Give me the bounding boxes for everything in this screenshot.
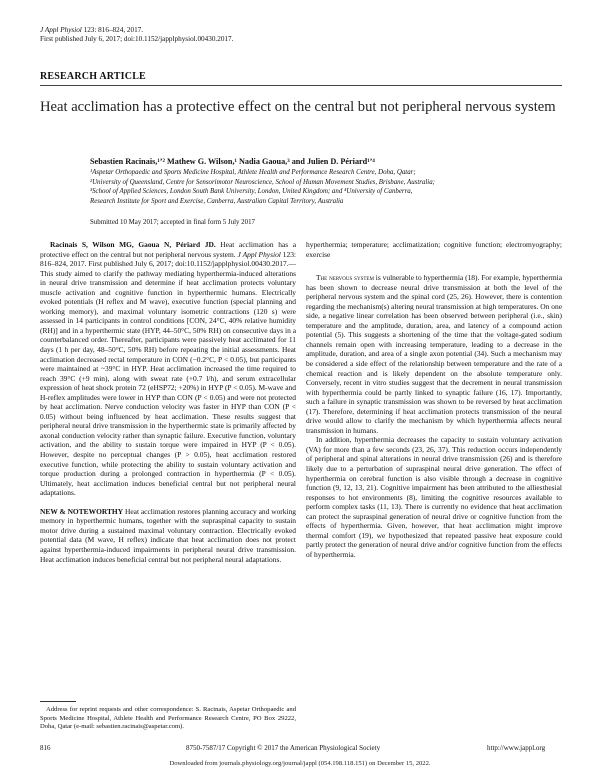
affiliation-line: ²University of Queensland, Centre for Sensorimotor Neuroscience, School of Human Movement Studies, Brisbane, Australia; xyxy=(90,178,435,186)
copyright-line: 8750-7587/17 Copyright © 2017 the American Physiological Society xyxy=(186,744,381,752)
abstract-citation-title: Heat acclimation has a protective effect on the central but not peripheral nervous system. xyxy=(40,240,296,259)
affiliation-line: ¹Aspetar Orthopaedic and Sports Medicine Hospital, Athlete Health and Performance Research Centre, Doha, Qatar; xyxy=(90,169,416,176)
journal-url-link[interactable]: http://www.jappl.org xyxy=(487,744,546,752)
abstract-citation-authors: Racinais S, Wilson MG, Gaoua N, Périard JD. xyxy=(50,240,216,249)
download-notice: Downloaded from journals.physiology.org/journal/jappl (054.198.118.151) on December 15, 2022. xyxy=(169,760,431,767)
author-list: Sebastien Racinais,¹ʼ² Mathew G. Wilson,¹ Nadia Gaoua,³ and Julien D. Périard¹ʼ⁴ xyxy=(90,157,375,166)
article-title: Heat acclimation has a protective effect on the central but not peripheral nervous system xyxy=(40,99,556,115)
journal-name: J Appl Physiol xyxy=(40,26,82,34)
correspondence-text: Address for reprint requests and other correspondence: S. Racinais, Aspetar Orthopaedic and Sports Medicine Hospital, Athlete Health and Performance Research Centre, PO Box 29222, Doha, Qatar (e-mail: sebastien.racinais@aspetar.com). xyxy=(40,706,296,731)
abstract-citation-journal: J Appl Physiol xyxy=(237,249,281,259)
section-divider xyxy=(40,85,562,86)
keywords: hyperthermia; temperature; acclimatization; cognitive function; electromyography; exercise xyxy=(306,240,562,259)
affiliation-line: Research Institute for Sport and Exercise, Canberra, Australian Capital Territory, Australia xyxy=(90,197,344,205)
new-noteworthy-label: NEW & NOTEWORTHY xyxy=(40,506,124,516)
footnote-divider xyxy=(40,701,76,702)
section-label: RESEARCH ARTICLE xyxy=(40,71,146,82)
intro-lead-in: The nervous system xyxy=(316,273,374,283)
intro-paragraph-1 xyxy=(306,273,562,435)
intro-paragraph-2: In addition, hyperthermia decreases the capacity to sustain voluntary activation (VA) for more than a few seconds (23, 26, 37). This reduction occurs independently of peripheral and spinal alterations in neural drive transmission (26) and is therefore likely due to a perturbation of supraspinal neural drive generation. The effect of hyperthermia on cerebral function is also visible through a decrease in cognitive function (9, 12, 13, 21). Cognitive impairment has been attributed to the alliesthesial responses to hot environments (8), limiting the cognitive resources available to perform complex tasks (11, 13). There is currently no evidence that heat acclimation can protect the supraspinal generation of neural drive or cognitive function from the effects of hyperthermia. Given, however, that heat acclimation might improve thermal comfort (19), we hypothesized that repeated passive heat exposure could partly protect the generation of neural drive and/or cognitive function from the effects of hyperthermia. xyxy=(306,435,562,559)
journal-citation-rest: 123: 816–824, 2017. xyxy=(83,26,144,34)
published-line: First published July 6, 2017; doi:10.1152/japplphysiol.00430.2017. xyxy=(40,35,234,43)
affiliation-line: ³School of Applied Sciences, London South Bank University, London, United Kingdom; and ⁴University of Canberra, xyxy=(90,188,413,196)
affiliations xyxy=(90,168,560,206)
correspondence-footnote xyxy=(40,706,296,732)
new-noteworthy-text: Heat acclimation restores planning accuracy and working memory in hyperthermic humans, together with the supraspinal capacity to sustain motor drive during a sustained maximal voluntary contraction. Electrically evoked potential data (M wave, H reflex) indicate that heat acclimation does not protect against hyperthermia-induced impairments in peripheral neural drive transmission. Heat acclimation induces beneficial central but not peripheral neural adaptations. xyxy=(40,506,297,564)
abstract-body: This study aimed to clarify the pathway mediating hyperthermia-induced alterations in neural drive transmission and determine if heat acclimation protects voluntary muscle activation and cognitive function in hyperthermic humans. Electrically evoked potentials (H reflex and M wave), executive function (special planning and working memory), and maximal voluntary isometric contractions (120 s) were assessed in 14 participants in control conditions [CON, 24°C, 40% relative humidity (RH)] and in a hyperthermic state (HYP, 44–50°C, 50% RH) on consecutive days in a counterbalanced order. Thereafter, participants were passively heat acclimated for 11 days (1 h per day, 48–50°C, 50% RH) before repeating the initial assessments. Heat acclimation decreased rectal temperature in CON (−0.2°C, P < 0.05), but participants were maintained at ~39°C in HYP. Heat acclimation increased the time required to reach 39°C (+9 min), along with sweat rate (+0.7 l/h), and serum extracellular expression of heat shock protein 72 (eHSP72; +20%) in HYP (P < 0.05). M-wave and H-reflex amplitudes were lower in HYP than CON (P < 0.05) and were not protected by heat acclimation. Nerve conduction velocity was faster in HYP than CON (P < 0.05) without being influenced by heat acclimation. These results suggest that peripheral neural drive transmission in the hyperthermic state is primarily affected by axonal conduction velocity rather than synaptic failure. Executive function, voluntary activation, and the ability to sustain torque were impaired in HYP (P < 0.05). However, despite no perceptual changes (P > 0.05), heat acclimation restored executive function, while protecting the ability to sustain voluntary activation and torque production during a prolonged contraction in hyperthermia (P < 0.05). Ultimately, heat acclimation induces beneficial central but not peripheral neural adaptations. xyxy=(40,268,296,498)
abstract-citation-rest: 123: 816–824, 2017. First published July 6, 2017; doi:10.1152/japplphysiol.00430.2017.— xyxy=(40,249,296,269)
journal-citation-line xyxy=(40,26,143,35)
new-noteworthy-paragraph xyxy=(40,507,296,564)
submission-dates: Submitted 10 May 2017; accepted in final form 5 July 2017 xyxy=(90,219,255,226)
intro-paragraph-1-text: is vulnerable to hyperthermia (18). For example, hyperthermia has been shown to decrease neural drive transmission at both the level of the peripheral nervous system and the spinal cord (25, 26). However, there is contention regarding the mechanism(s) altering neural transmission at high temperatures. On one side, a negative linear correlation has been observed between peripheral (i.e., skin) temperature and the amplitude, duration, area, and latency of a compound action potential (5). This suggests a shortening of the time that the voltage-gated sodium channels remain open with increasing temperature, leading to a decrease in the amplitude, duration, and area of a single axon potential (34). Such a mechanism may be considered a side effect of the relationship between temperature and the rate of a chemical reaction and is likely dependent on the absolute temperature only. Conversely, recent in vitro studies suggest that the decrement in neural transmission with hyperthermia could be partly linked to synaptic failure (16, 17). Importantly, such a failure in synaptic transmission was shown to be reversed by heat acclimation (17). Therefore, determining if heat acclimation protects transmission of the neural drive would allow to clarify the mechanism by which hyperthermia affects neural transmission in humans. xyxy=(306,273,562,435)
abstract-paragraph xyxy=(40,240,296,498)
right-column xyxy=(306,240,562,560)
page-number: 816 xyxy=(40,744,51,752)
left-column xyxy=(40,240,296,564)
